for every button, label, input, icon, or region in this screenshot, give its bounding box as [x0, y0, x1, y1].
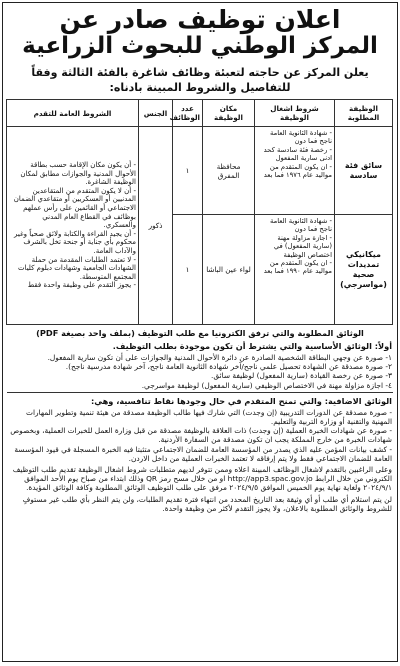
requirements-cell [255, 215, 335, 325]
table-row [7, 127, 393, 215]
requirements-cell [255, 127, 335, 215]
intro-text: يعلن المركز عن حاجته لتعبئة وظائف شاغرة بالفئة الثالثة وفقاً للتفاصيل والشروط المبينة بادناه: [31, 66, 369, 94]
final-note: لن يتم استلام أي طلب أو أي وثيقة بعد التاريخ المحدد من انتهاء فترة تقديم الطلبات، ولن يتم النظر بأي طلب غير مستوفٍ للشروط والوثائق المطلوبة بالاعلان، ولا يجوز التقدم لأكثر من وظيفة واحدة. [22, 494, 392, 513]
requirement-line: - ان يكون المتقدم من مواليد عام ١٩٩٠ فما بعد [263, 259, 332, 276]
requirement-line: - ان يكون المتقدم من مواليد عام ١٩٧٦ فما بعد [263, 162, 332, 180]
list-item: ٤- اجازة مزاولة مهنة في الاختصاص الوظيفي (سارية المفعول) لوظيفة مواسرجي. [141, 380, 392, 390]
col-header-gender: الجنس [139, 100, 173, 127]
list-item: - صورة عن شهادات الخبرة العملية (إن وجدت) ذات العلاقة بالوظيفة مصدقة من قبل وزارة العمل للخبرات العملية، وبخصوص شهادات الخبرة من خارج المملكة يجب ان تكون مصدقة من السفارة الأردنية. [10, 426, 392, 445]
job-title-cell: سائق فئة سادسة [335, 127, 393, 215]
job-advertisement [2, 2, 398, 662]
requirement-line: - شهادة الثانوية العامة ناجح فما دون [269, 129, 332, 146]
condition-line: - أن لا يكون المتقدم من المتقاعدين المدنيين أو العسكريين أو متقاعدي الضمان الاجتماعي أو القائمين على رأس عملهم بوظائف في القطاع العام المدني والعسكري. [13, 186, 136, 230]
col-header-location: مكان الوظيفة [203, 100, 255, 127]
condition-line: - أن يجيد القراءة والكتابة ولائق صحياً وغير محكوم بأي جناية أو جنحة تخل بالشرف والآداب العامة. [14, 229, 136, 255]
basic-docs-heading: أولاً: الوثائق الأساسية والتي يشترط أن تكون موجودة بطلب التوظيف. [112, 341, 392, 351]
count-cell: ١ [173, 127, 203, 215]
ad-title-line1: اعلان توظيف صادر عن [59, 5, 341, 34]
general-conditions-cell [7, 127, 139, 325]
job-title-cell: ميكانيكي تمديدات صحية (مواسرجي) [335, 215, 393, 325]
col-header-general-conditions: الشروط العامة للتقدم [7, 100, 139, 127]
extra-docs-list [8, 408, 392, 463]
location-cell: محافظة المفرق [203, 127, 255, 215]
condition-line: - يجوز التقدم على وظيفة واحدة فقط [27, 281, 136, 290]
ad-title-line2: المركز الوطني للبحوث الزراعية [22, 33, 378, 59]
extra-docs-heading: الوثائق الاضافية: والتي تمنح المتقدم في حال وجودها نقاط تنافسية، وهي: [91, 395, 392, 406]
list-item: ٢- صورة مصدقة عن الشهادة تحصيل علمي ناجح/آخر شهادة الثانوية العامة ناجح، آخر شهادة مدرسية ناجح). [65, 362, 392, 372]
location-cell: لواء عين الباشا [203, 215, 255, 325]
upload-note: الوثائق المطلوبة والتي ترفق الكترونيا مع طلب التوظيف (بملف واحد بصيغة PDF) [36, 328, 364, 338]
list-item: - صورة مصدقة عن الدورات التدريبية (إن وجدت) التي شارك فيها طالب الوظيفة مصدقة من هيئة تنمية وتطوير المهارات المهنية والتقنية أو وزارة التربية والتعليم. [26, 407, 392, 427]
requirement-line: - شهادة الثانوية العامة ناجح فما دون [269, 217, 332, 234]
vacancies-table [6, 99, 393, 325]
condition-line: - لا تعتمد الطلبات المقدمة من حملة الشهادات الجامعية وشهادات دبلوم كليات المجتمع المتوسطة. [17, 255, 136, 281]
requirement-line: - اجازة مزاولة مهنة (سارية المفعول) في اختصاص الوظيفة [273, 233, 332, 259]
condition-line: - أن يكون مكان الإقامة حسب بطاقة الأحوال المدنية والجوازات مطابق لمكان الوظيفة الشاغرة. [20, 161, 136, 187]
divider [7, 392, 393, 393]
gender-cell: ذكور [139, 127, 173, 325]
col-header-job: الوظيفة المطلوبة [335, 100, 393, 127]
col-header-requirements: شروط اشغال الوظيفة [255, 100, 335, 127]
table-header-row [7, 100, 393, 127]
col-header-count: عدد الوظائف [173, 100, 203, 127]
count-cell: ١ [173, 215, 203, 325]
list-item: - كشف بيانات المؤمن عليه الذي يصدر من المؤسسة العامة للضمان الاجتماعي متثبتا فيه الخبرة المسجلة في قيود المؤسسة العامة للضمان الاجتماعي فقط ولا يتم إرفاقه لا تعتمد الخبرات العملية من داخل الاردن. [14, 444, 392, 463]
requirement-line: - رخصة فئة سادسة كحد ادنى سارية المفعول [263, 145, 332, 163]
list-item: ١- صورة عن وجهي البطاقة الشخصية الصادرة عن دائرة الأحوال المدنية والجوازات على أن تكون سارية المفعول. [47, 353, 392, 362]
list-item: ٣- صورة عن رخصة القيادة (سارية المفعول) لوظيفة سائق. [211, 371, 392, 381]
basic-docs-list [8, 353, 392, 390]
apply-instructions: وعلى الراغبين بالتقدم لاشغال الوظائف المبينة اعلاه وممن تتوفر لديهم متطلبات شروط اشغال الوظيفة تقديم طلب التوظيف الكتروني من خلال الرابط http://app3.spac.gov.jo او من خلال مسح رمز QR وذلك ابتداء من صباح يوم الأحد الموافق ٢٠٢٤/٩/١ ولغاية نهاية يوم الخميس الموافق ٢٠٢٤/٩/٥ مرفق على طلب التوظيف الوثائق المطلوبة وكافة الوثائق المؤيدة. [12, 465, 392, 493]
